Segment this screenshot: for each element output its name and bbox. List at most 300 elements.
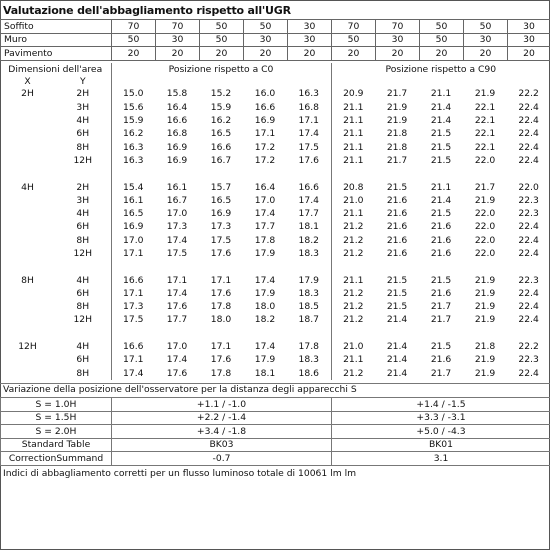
standard-table-row-c90: BK01 xyxy=(332,438,550,452)
ugr-c90-value: 21.5 xyxy=(386,287,408,299)
ugr-c90-value: 21.5 xyxy=(386,301,408,313)
ugr-c90-value: 21.8 xyxy=(386,128,408,140)
table-row xyxy=(0,234,550,247)
area-x-cell xyxy=(0,140,55,153)
spacer-cell xyxy=(111,260,331,273)
ugr-c0-value: 17.4 xyxy=(254,208,276,220)
table-row xyxy=(0,273,550,286)
ugr-c90-value: 21.7 xyxy=(430,301,452,313)
standard-table-row-c0: BK03 xyxy=(112,438,332,452)
table-row xyxy=(0,154,550,167)
reflectance-value: 70 xyxy=(156,20,200,34)
reflectance-value: 30 xyxy=(464,33,508,47)
area-y-cell: 4H xyxy=(55,207,111,220)
area-x-cell xyxy=(0,367,55,380)
ugr-c0-value: 16.5 xyxy=(123,208,144,220)
area-x-cell xyxy=(0,114,55,127)
spacer-cell xyxy=(111,167,331,180)
reflectance-value: 20 xyxy=(112,47,156,61)
ugr-c90-value: 21.6 xyxy=(430,221,452,233)
ugr-c90-value: 21.7 xyxy=(386,154,408,166)
ugr-c0-value: 17.1 xyxy=(287,114,331,127)
spacer-cell xyxy=(0,167,55,180)
ugr-c90-value: 21.2 xyxy=(343,248,364,259)
position-c90-label: Posizione rispetto a C90 xyxy=(385,64,497,76)
area-x-cell xyxy=(0,207,55,220)
ugr-c0-value: 17.9 xyxy=(254,354,276,366)
ugr-c0-value: 17.5 xyxy=(123,314,144,326)
ugr-c0-value: 17.6 xyxy=(210,354,232,366)
table-row xyxy=(0,287,550,300)
ugr-c0-value: 17.1 xyxy=(210,341,232,353)
area-x-cell xyxy=(0,313,55,326)
ugr-c90-value: 22.4 xyxy=(518,234,539,246)
standard-table-row-label: Standard Table xyxy=(1,438,112,452)
ugr-c90-value: 21.6 xyxy=(386,248,408,259)
correction-summand-row-c90: 3.1 xyxy=(332,452,550,466)
ugr-c0-value: 16.6 xyxy=(166,115,188,127)
ugr-c0-value: 17.9 xyxy=(254,248,276,259)
ugr-c90-value: 21.6 xyxy=(430,234,452,246)
area-y-cell: 8H xyxy=(55,300,111,313)
ugr-c0-value: 17.8 xyxy=(254,234,276,246)
spacer-cell xyxy=(331,327,550,340)
ugr-c0-value: 17.4 xyxy=(166,287,188,299)
ugr-c0-value: 15.0 xyxy=(123,88,144,100)
group-spacer-row xyxy=(0,260,550,273)
table-row xyxy=(0,140,550,153)
ugr-c0-value: 16.6 xyxy=(210,141,232,153)
reflectance-value: 20 xyxy=(508,47,550,61)
ugr-c90-value: 22.4 xyxy=(518,115,539,127)
ugr-c90-value: 21.8 xyxy=(474,341,496,353)
ugr-c90-value: 22.0 xyxy=(518,181,539,193)
table-row xyxy=(0,353,550,366)
ugr-c90-value: 21.6 xyxy=(386,194,408,206)
variation-row xyxy=(1,398,550,412)
spacer-cell xyxy=(0,327,55,340)
ugr-c90-value: 21.1 xyxy=(343,128,364,140)
ugr-c0-value: 16.9 xyxy=(123,221,144,233)
ugr-c90-value: 22.0 xyxy=(474,234,496,246)
correction-summand-row-c0: -0.7 xyxy=(112,452,332,466)
variation-label: Variazione della posizione dell'osservatore per la distanza degli apparecchi S xyxy=(3,384,357,395)
ugr-c0-value: 18.2 xyxy=(287,234,331,247)
reflectance-value: 20 xyxy=(200,47,244,61)
ugr-c90-value: 22.3 xyxy=(518,194,539,206)
variation-row xyxy=(1,425,550,439)
ugr-c90-value: 21.6 xyxy=(386,221,408,233)
table-row xyxy=(0,194,550,207)
footer-note: Indici di abbagliamento corretti per un flusso luminoso totale di 10061 lm lm xyxy=(3,468,357,479)
ugr-c90-value: 21.4 xyxy=(430,194,452,206)
area-y-cell: 2H xyxy=(55,87,111,100)
ugr-c90-value: 22.3 xyxy=(518,208,539,220)
table-row xyxy=(0,340,550,353)
ugr-c90-value: 21.2 xyxy=(343,367,364,379)
reflectance-value: 20 xyxy=(244,47,288,61)
ugr-c90-value: 22.0 xyxy=(474,221,496,233)
ugr-c0-value: 17.8 xyxy=(210,301,232,313)
reflectance-header-table xyxy=(0,19,550,61)
ugr-c0-value: 18.1 xyxy=(254,367,276,379)
ugr-c90-value: 22.2 xyxy=(518,88,539,100)
ugr-c90-value: 22.4 xyxy=(518,221,539,233)
ugr-c90-value: 21.4 xyxy=(386,341,408,353)
area-y-cell: 6H xyxy=(55,220,111,233)
ugr-c0-value: 17.6 xyxy=(166,301,188,313)
ugr-c0-value: 17.4 xyxy=(254,274,276,286)
reflectance-value: 70 xyxy=(112,20,156,34)
ugr-c90-value: 21.5 xyxy=(430,141,452,153)
area-y-cell: 4H xyxy=(55,340,111,353)
ugr-c0-value: 16.6 xyxy=(123,274,144,286)
ugr-c90-value: 21.2 xyxy=(343,301,364,313)
x-axis-label: X xyxy=(24,76,31,88)
ugr-c0-value: 17.3 xyxy=(166,221,188,233)
area-y-cell: 4H xyxy=(55,273,111,286)
ugr-c0-value: 16.9 xyxy=(210,208,232,220)
ugr-c0-value: 17.4 xyxy=(166,234,188,246)
ugr-c0-value: 16.1 xyxy=(166,181,188,193)
ugr-c90-value: 21.1 xyxy=(430,181,452,193)
ugr-c90-value: 21.5 xyxy=(430,128,452,140)
ugr-c0-value: 18.7 xyxy=(287,313,331,326)
c90-subheader-spacer xyxy=(331,76,550,87)
ugr-c0-value: 17.1 xyxy=(166,274,188,286)
ugr-c0-value: 16.5 xyxy=(210,194,232,206)
ugr-c0-value: 16.6 xyxy=(287,180,331,193)
spacer-cell xyxy=(331,260,550,273)
standard-table-row xyxy=(1,438,550,452)
reflectance-value: 30 xyxy=(376,33,420,47)
ugr-c0-value: 16.4 xyxy=(166,101,188,113)
ugr-c90-value: 21.5 xyxy=(430,208,452,220)
table-row xyxy=(0,220,550,233)
reflectance-value: 30 xyxy=(244,33,288,47)
area-y-cell: 6H xyxy=(55,287,111,300)
ugr-c90-value: 21.6 xyxy=(430,248,452,259)
ugr-c90-value: 21.5 xyxy=(430,274,452,286)
table-title: Valutazione dell'abbagliamento rispetto all'UGR xyxy=(3,4,291,17)
area-x-cell: 4H xyxy=(21,181,34,193)
variation-c0-cell: +1.1 / -1.0 xyxy=(112,398,332,412)
reflectance-row xyxy=(1,33,550,47)
table-row xyxy=(0,207,550,220)
ugr-c90-value: 22.2 xyxy=(518,341,539,353)
ugr-c90-value: 21.6 xyxy=(386,208,408,220)
reflectance-value: 20 xyxy=(156,47,200,61)
ugr-c0-value: 16.2 xyxy=(210,115,232,127)
reflectance-value: 20 xyxy=(464,47,508,61)
ugr-c90-value: 21.1 xyxy=(343,354,364,366)
ugr-c0-value: 16.0 xyxy=(254,88,276,100)
ugr-c90-value: 21.9 xyxy=(474,314,496,326)
reflectance-value: 50 xyxy=(464,20,508,34)
ugr-c0-value: 17.7 xyxy=(287,207,331,220)
area-y-cell: 12H xyxy=(55,154,111,167)
position-c0-label: Posizione rispetto a C0 xyxy=(111,63,331,76)
reflectance-value: 30 xyxy=(288,33,332,47)
ugr-c90-value: 22.1 xyxy=(474,141,496,153)
ugr-c90-value: 22.3 xyxy=(518,354,539,366)
variation-c90-cell: +5.0 / -4.3 xyxy=(332,425,550,439)
ugr-c90-value: 21.9 xyxy=(474,367,496,379)
ugr-c90-value: 22.0 xyxy=(474,154,496,166)
reflectance-value: 50 xyxy=(420,33,464,47)
ugr-c90-value: 22.4 xyxy=(518,287,539,299)
ugr-c0-value: 16.1 xyxy=(123,194,144,206)
reflectance-value: 50 xyxy=(244,20,288,34)
ugr-c0-value: 16.6 xyxy=(123,341,144,353)
ugr-c90-value: 22.4 xyxy=(518,301,539,313)
ugr-c90-value: 21.1 xyxy=(343,274,364,286)
reflectance-row xyxy=(1,20,550,34)
ugr-c0-value: 17.1 xyxy=(123,354,144,366)
ugr-c0-value: 16.2 xyxy=(123,128,144,140)
reflectance-label: Pavimento xyxy=(1,47,112,61)
ugr-c90-value: 21.9 xyxy=(474,301,496,313)
ugr-c90-value: 21.1 xyxy=(343,101,364,113)
ugr-c90-value: 20.8 xyxy=(343,181,364,193)
ugr-c0-value: 17.4 xyxy=(287,194,331,207)
reflectance-value: 20 xyxy=(376,47,420,61)
spacer-cell xyxy=(331,167,550,180)
variation-c0-cell: +2.2 / -1.4 xyxy=(112,411,332,425)
ugr-c0-value: 18.6 xyxy=(287,367,331,380)
ugr-c0-value: 17.6 xyxy=(287,154,331,167)
area-x-cell xyxy=(0,234,55,247)
correction-summand-row-label: CorrectionSummand xyxy=(1,452,112,466)
ugr-c90-value: 22.4 xyxy=(518,101,539,113)
area-x-cell: 8H xyxy=(21,274,34,286)
ugr-c90-value: 22.4 xyxy=(518,248,539,259)
ugr-c0-value: 15.9 xyxy=(123,115,144,127)
reflectance-value: 30 xyxy=(508,33,550,47)
area-x-cell xyxy=(0,220,55,233)
table-row xyxy=(0,87,550,100)
ugr-c0-value: 18.2 xyxy=(254,314,276,326)
ugr-c0-value: 15.2 xyxy=(210,88,232,100)
spacer-cell xyxy=(111,327,331,340)
ugr-c0-value: 17.0 xyxy=(166,208,188,220)
ugr-c0-value: 17.7 xyxy=(254,221,276,233)
ugr-c90-value: 21.1 xyxy=(343,141,364,153)
table-row xyxy=(0,300,550,313)
table-row xyxy=(0,114,550,127)
ugr-c0-value: 16.5 xyxy=(210,128,232,140)
ugr-c90-value: 21.9 xyxy=(474,274,496,286)
ugr-c90-value: 21.9 xyxy=(474,88,496,100)
ugr-c90-value: 21.1 xyxy=(343,154,364,166)
reflectance-label: Muro xyxy=(1,33,112,47)
table-row xyxy=(0,101,550,114)
ugr-c0-value: 17.4 xyxy=(254,341,276,353)
ugr-c0-value: 17.5 xyxy=(166,248,188,259)
spacer-cell xyxy=(0,260,55,273)
ugr-c90-value: 21.6 xyxy=(430,287,452,299)
ugr-c0-value: 17.1 xyxy=(123,248,144,259)
ugr-c0-value: 15.7 xyxy=(210,181,232,193)
area-x-cell xyxy=(0,194,55,207)
ugr-c90-value: 21.9 xyxy=(474,194,496,206)
ugr-c0-value: 16.9 xyxy=(254,115,276,127)
reflectance-value: 20 xyxy=(288,47,332,61)
reflectance-value: 70 xyxy=(332,20,376,34)
ugr-c0-value: 17.5 xyxy=(210,234,232,246)
ugr-c0-value: 17.5 xyxy=(287,140,331,153)
ugr-c0-value: 16.3 xyxy=(123,154,144,166)
ugr-c0-value: 17.3 xyxy=(123,301,144,313)
ugr-c0-value: 17.4 xyxy=(287,127,331,140)
ugr-c90-value: 22.1 xyxy=(474,115,496,127)
correction-summand-row xyxy=(1,452,550,466)
ugr-c90-value: 21.4 xyxy=(386,367,408,379)
ugr-c90-value: 21.2 xyxy=(343,221,364,233)
ugr-c90-value: 22.0 xyxy=(474,208,496,220)
reflectance-value: 50 xyxy=(420,20,464,34)
area-y-cell: 6H xyxy=(55,127,111,140)
ugr-c90-value: 21.7 xyxy=(386,88,408,100)
ugr-c90-value: 21.4 xyxy=(386,354,408,366)
table-row xyxy=(0,247,550,260)
reflectance-row xyxy=(1,47,550,61)
ugr-c0-value: 17.8 xyxy=(210,367,232,379)
area-x-cell xyxy=(0,127,55,140)
ugr-c0-value: 18.3 xyxy=(287,353,331,366)
ugr-c90-value: 21.4 xyxy=(430,115,452,127)
ugr-c0-value: 17.0 xyxy=(254,194,276,206)
area-y-cell: 4H xyxy=(55,114,111,127)
ugr-c0-value: 16.9 xyxy=(166,141,188,153)
area-x-cell xyxy=(0,101,55,114)
variation-row xyxy=(1,411,550,425)
ugr-c90-value: 21.1 xyxy=(430,88,452,100)
ugr-c0-value: 17.9 xyxy=(254,287,276,299)
ugr-c90-value: 21.6 xyxy=(430,354,452,366)
ugr-c90-value: 21.2 xyxy=(343,314,364,326)
ugr-c0-value: 16.8 xyxy=(287,101,331,114)
reflectance-value: 20 xyxy=(420,47,464,61)
ugr-c90-value: 20.9 xyxy=(343,88,364,100)
ugr-c0-value: 16.4 xyxy=(254,181,276,193)
ugr-c90-value: 21.1 xyxy=(343,115,364,127)
ugr-c90-value: 21.7 xyxy=(474,181,496,193)
reflectance-label: Soffito xyxy=(1,20,112,34)
area-x-cell xyxy=(0,287,55,300)
ugr-c0-value: 17.8 xyxy=(287,340,331,353)
spacer-cell xyxy=(55,167,111,180)
reflectance-value: 50 xyxy=(200,20,244,34)
ugr-c0-value: 18.0 xyxy=(210,314,232,326)
ugr-c0-value: 16.6 xyxy=(254,101,276,113)
variation-c0-cell: +3.4 / -1.8 xyxy=(112,425,332,439)
reflectance-value: 20 xyxy=(332,47,376,61)
table-row xyxy=(0,180,550,193)
ugr-c90-value: 21.2 xyxy=(343,287,364,299)
ugr-c90-value: 21.5 xyxy=(386,181,408,193)
ugr-c90-value: 21.4 xyxy=(430,101,452,113)
ugr-c90-value: 21.7 xyxy=(430,314,452,326)
ugr-c90-value: 21.5 xyxy=(430,341,452,353)
ugr-c0-value: 17.0 xyxy=(166,341,188,353)
area-y-cell: 6H xyxy=(55,353,111,366)
table-row xyxy=(0,127,550,140)
ugr-c0-value: 17.7 xyxy=(166,314,188,326)
reflectance-value: 70 xyxy=(376,20,420,34)
variation-c90-cell: +1.4 / -1.5 xyxy=(332,398,550,412)
ugr-c90-value: 22.3 xyxy=(518,274,539,286)
ugr-c0-value: 16.7 xyxy=(166,194,188,206)
table-row xyxy=(0,367,550,380)
ugr-c0-value: 17.4 xyxy=(166,354,188,366)
ugr-c90-value: 21.9 xyxy=(386,101,408,113)
area-x-cell xyxy=(0,353,55,366)
ugr-c0-value: 15.9 xyxy=(210,101,232,113)
variation-table xyxy=(0,397,550,466)
ugr-c90-value: 22.1 xyxy=(474,128,496,140)
ugr-c0-value: 15.6 xyxy=(123,101,144,113)
area-y-cell: 2H xyxy=(55,180,111,193)
group-spacer-row xyxy=(0,167,550,180)
variation-label-cell: S = 1.0H xyxy=(1,398,112,412)
ugr-c0-value: 17.0 xyxy=(123,234,144,246)
group-spacer-row xyxy=(0,327,550,340)
ugr-c0-value: 15.4 xyxy=(123,181,144,193)
ugr-c90-value: 21.1 xyxy=(343,208,364,220)
ugr-c90-value: 22.0 xyxy=(474,248,496,259)
ugr-c90-value: 22.4 xyxy=(518,154,539,166)
ugr-c0-value: 17.9 xyxy=(287,273,331,286)
c0-subheader-spacer xyxy=(111,76,331,87)
reflectance-value: 30 xyxy=(156,33,200,47)
area-y-cell: 8H xyxy=(55,367,111,380)
ugr-c90-value: 21.0 xyxy=(343,194,364,206)
area-y-cell: 3H xyxy=(55,101,111,114)
ugr-c90-value: 22.4 xyxy=(518,367,539,379)
ugr-c0-value: 17.6 xyxy=(166,367,188,379)
ugr-c90-value: 21.4 xyxy=(386,314,408,326)
ugr-c0-value: 16.3 xyxy=(287,87,331,100)
ugr-c0-value: 18.3 xyxy=(287,287,331,300)
ugr-c0-value: 17.6 xyxy=(210,248,232,259)
area-y-cell: 3H xyxy=(55,194,111,207)
ugr-c0-value: 16.3 xyxy=(123,141,144,153)
ugr-c0-value: 17.1 xyxy=(123,287,144,299)
ugr-c0-value: 16.9 xyxy=(166,154,188,166)
area-dimensions-label: Dimensioni dell'area xyxy=(0,63,111,76)
reflectance-value: 50 xyxy=(112,33,156,47)
variation-label-cell: S = 1.5H xyxy=(1,411,112,425)
ugr-c90-value: 21.9 xyxy=(386,115,408,127)
ugr-c0-value: 18.0 xyxy=(254,301,276,313)
ugr-c90-value: 22.4 xyxy=(518,141,539,153)
area-y-cell: 12H xyxy=(55,313,111,326)
table-row xyxy=(0,313,550,326)
reflectance-value: 30 xyxy=(288,20,332,34)
ugr-c0-value: 18.1 xyxy=(287,220,331,233)
ugr-values-table xyxy=(0,63,550,380)
ugr-c0-value: 17.1 xyxy=(254,128,276,140)
ugr-c0-value: 15.8 xyxy=(166,88,188,100)
area-x-cell xyxy=(0,300,55,313)
ugr-c0-value: 17.3 xyxy=(210,221,232,233)
area-y-cell: 8H xyxy=(55,234,111,247)
area-x-cell: 2H xyxy=(21,88,34,100)
ugr-c90-value: 21.7 xyxy=(430,367,452,379)
area-x-cell: 12H xyxy=(18,341,37,353)
ugr-c0-value: 17.1 xyxy=(210,274,232,286)
